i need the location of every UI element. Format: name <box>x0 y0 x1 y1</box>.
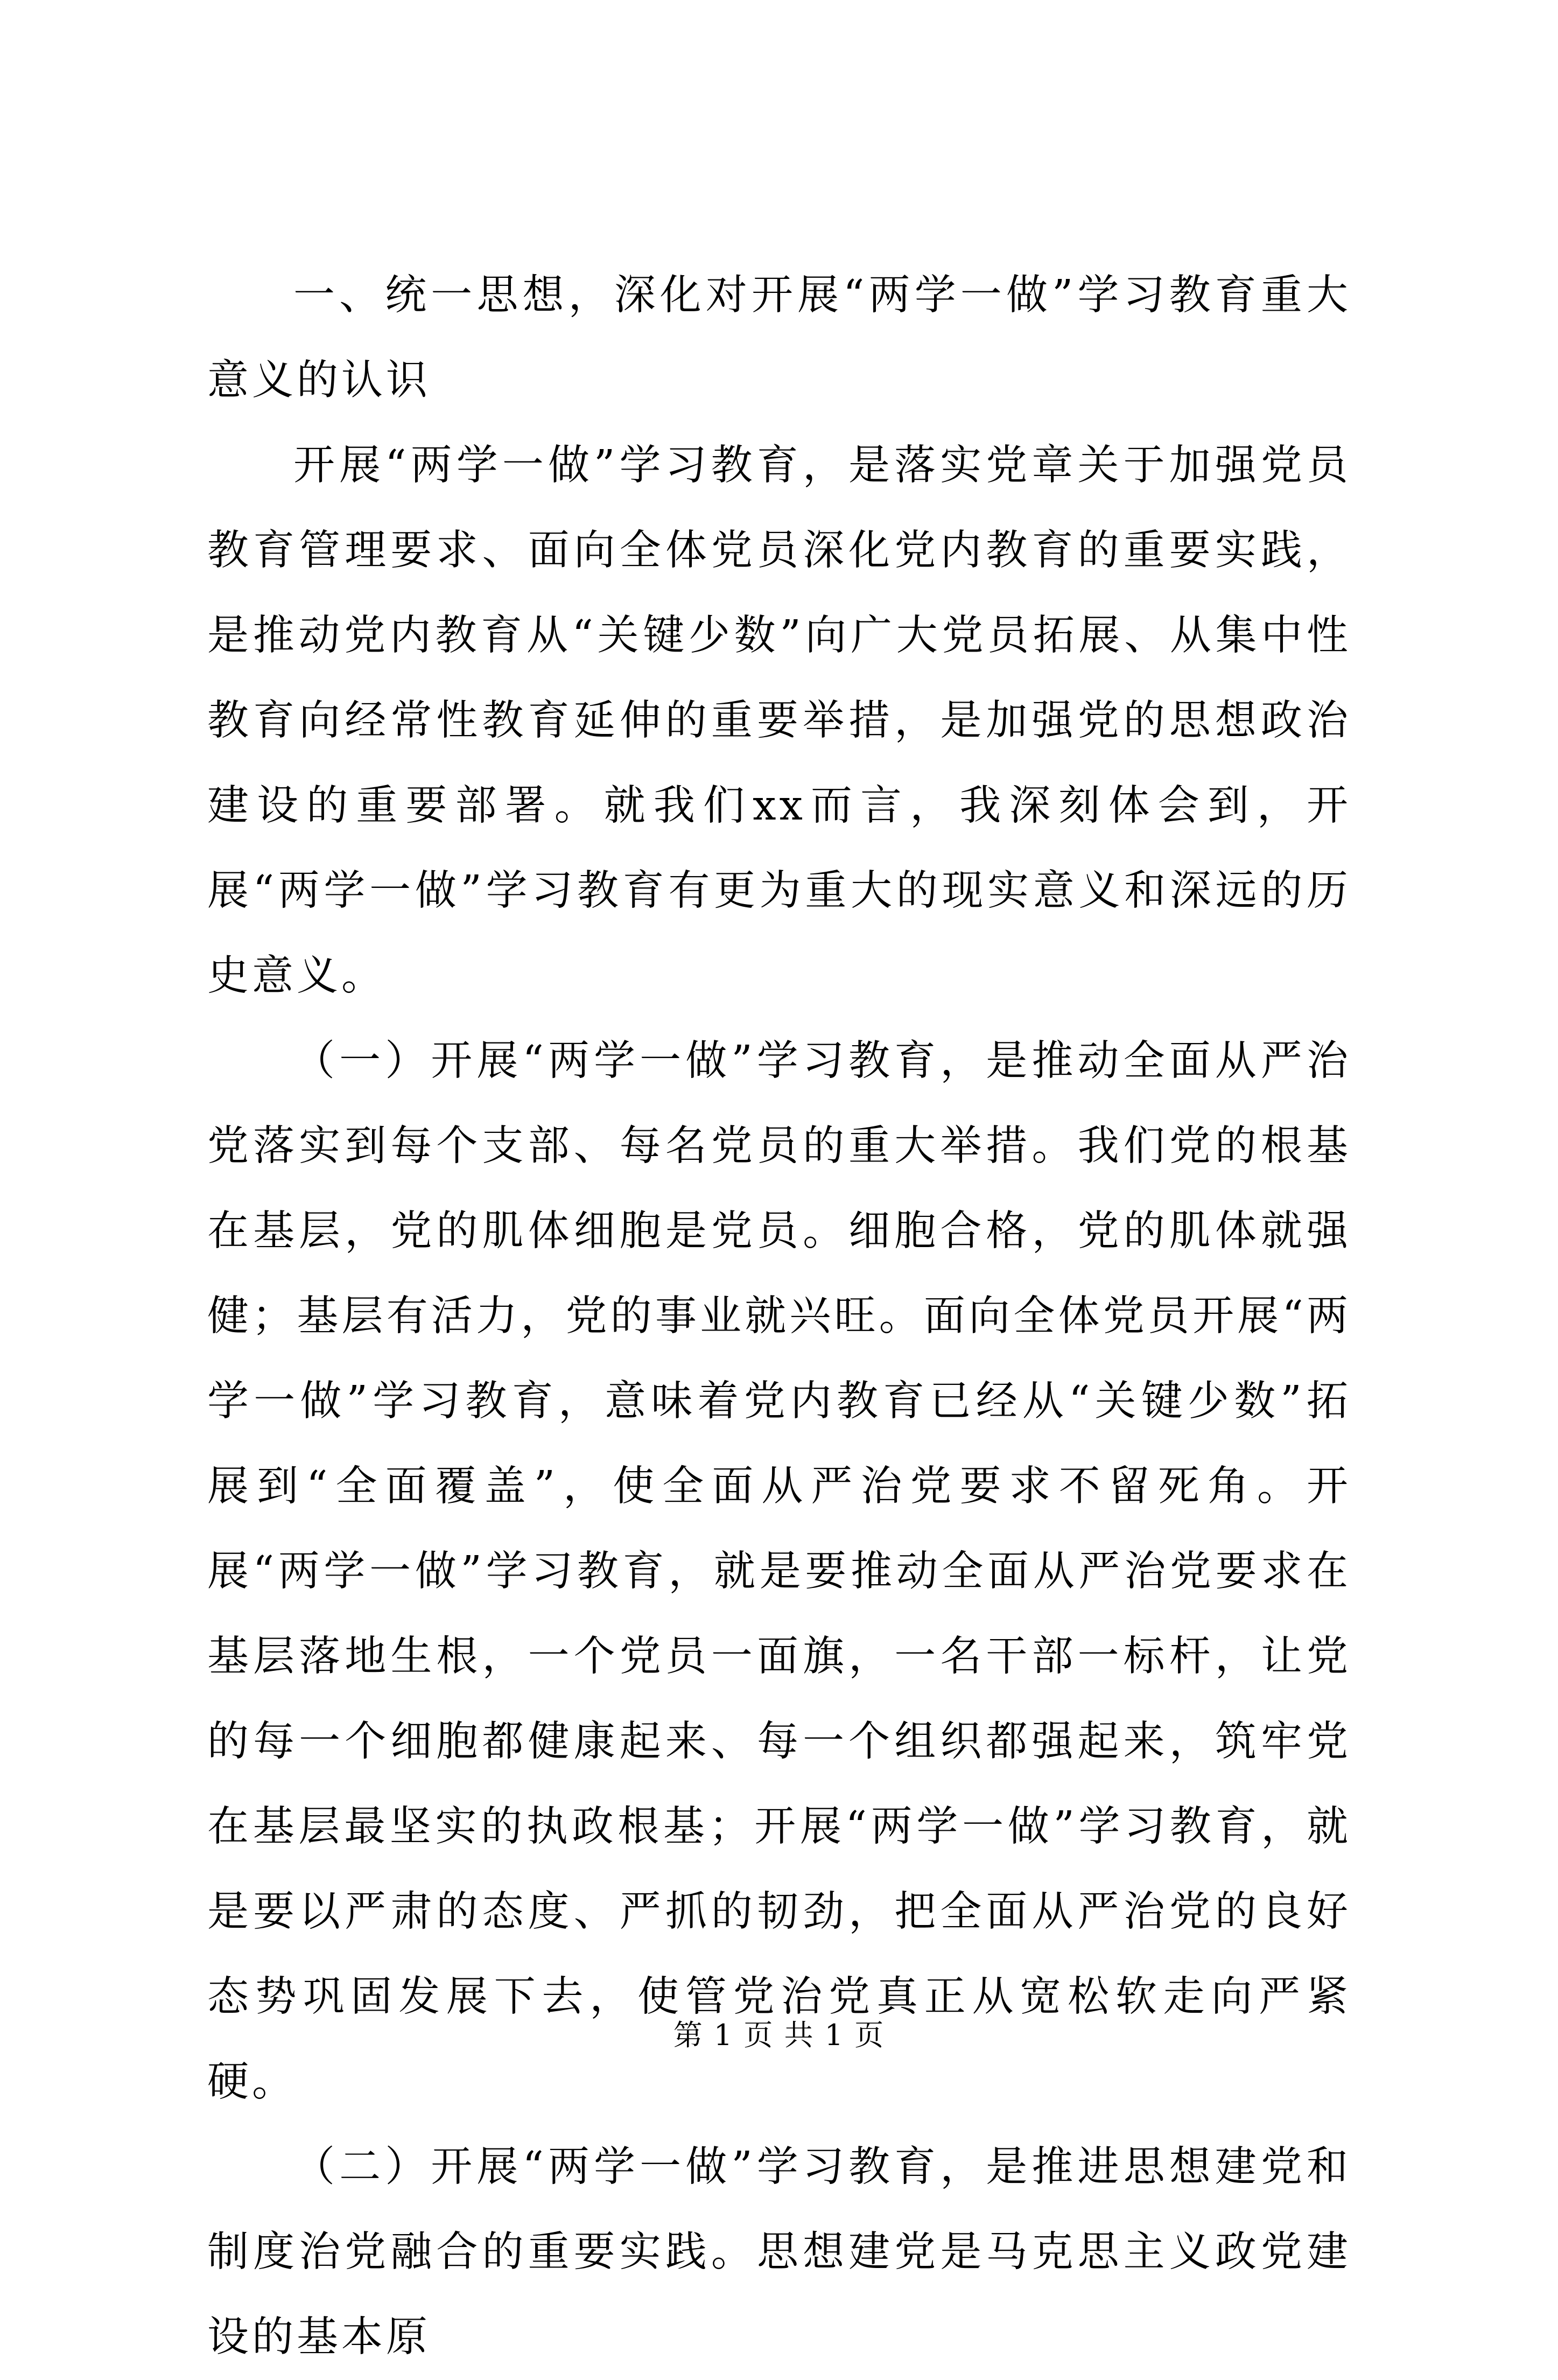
body-paragraph: （一）开展“两学一做”学习教育，是推动全面从严治党落实到每个支部、每名党员的重大举措。我们党的根基在基层，党的肌体细胞是党员。细胞合格，党的肌体就强健；基层有活力，党的事业就兴旺。面向全体党员开展“两学一做”学习教育，意味着党内教育已经从“关键少数”拓展到“全面覆盖”，使全面从严治党要求不留死角。开展“两学一做”学习教育，就是要推动全面从严治党要求在基层落地生根，一个党员一面旗，一名干部一标杆，让党的每一个细胞都健康起来、每一个组织都强起来，筑牢党在基层最坚实的执政根基；开展“两学一做”学习教育，就是要以严肃的态度、严抓的韧劲，把全面从严治党的良好态势巩固发展下去，使管党治党真正从宽松软走向严紧硬。 <box>207 1037 1351 2106</box>
body-paragraph: （二）开展“两学一做”学习教育，是推进思想建党和制度治党融合的重要实践。思想建党是马克思主义政党建设的基本原 <box>207 2143 1351 2361</box>
body-paragraph: 开展“两学一做”学习教育，是落实党章关于加强党员教育管理要求、面向全体党员深化党内教育的重要实践，是推动党内教育从“关键少数”向广大党员拓展、从集中性教育向经常性教育延伸的重要举措，是加强党的思想政治建设的重要部署。就我们xx而言，我深刻体会到，开展“两学一做”学习教育有更为重大的现实意义和深远的历史意义。 <box>207 442 1351 1000</box>
section-heading: 一、统一思想，深化对开展“两学一做”学习教育重大意义的认识 <box>207 271 1351 404</box>
page-footer: 第 1 页 共 1 页 <box>673 2018 885 2052</box>
document-body <box>207 253 1351 2380</box>
